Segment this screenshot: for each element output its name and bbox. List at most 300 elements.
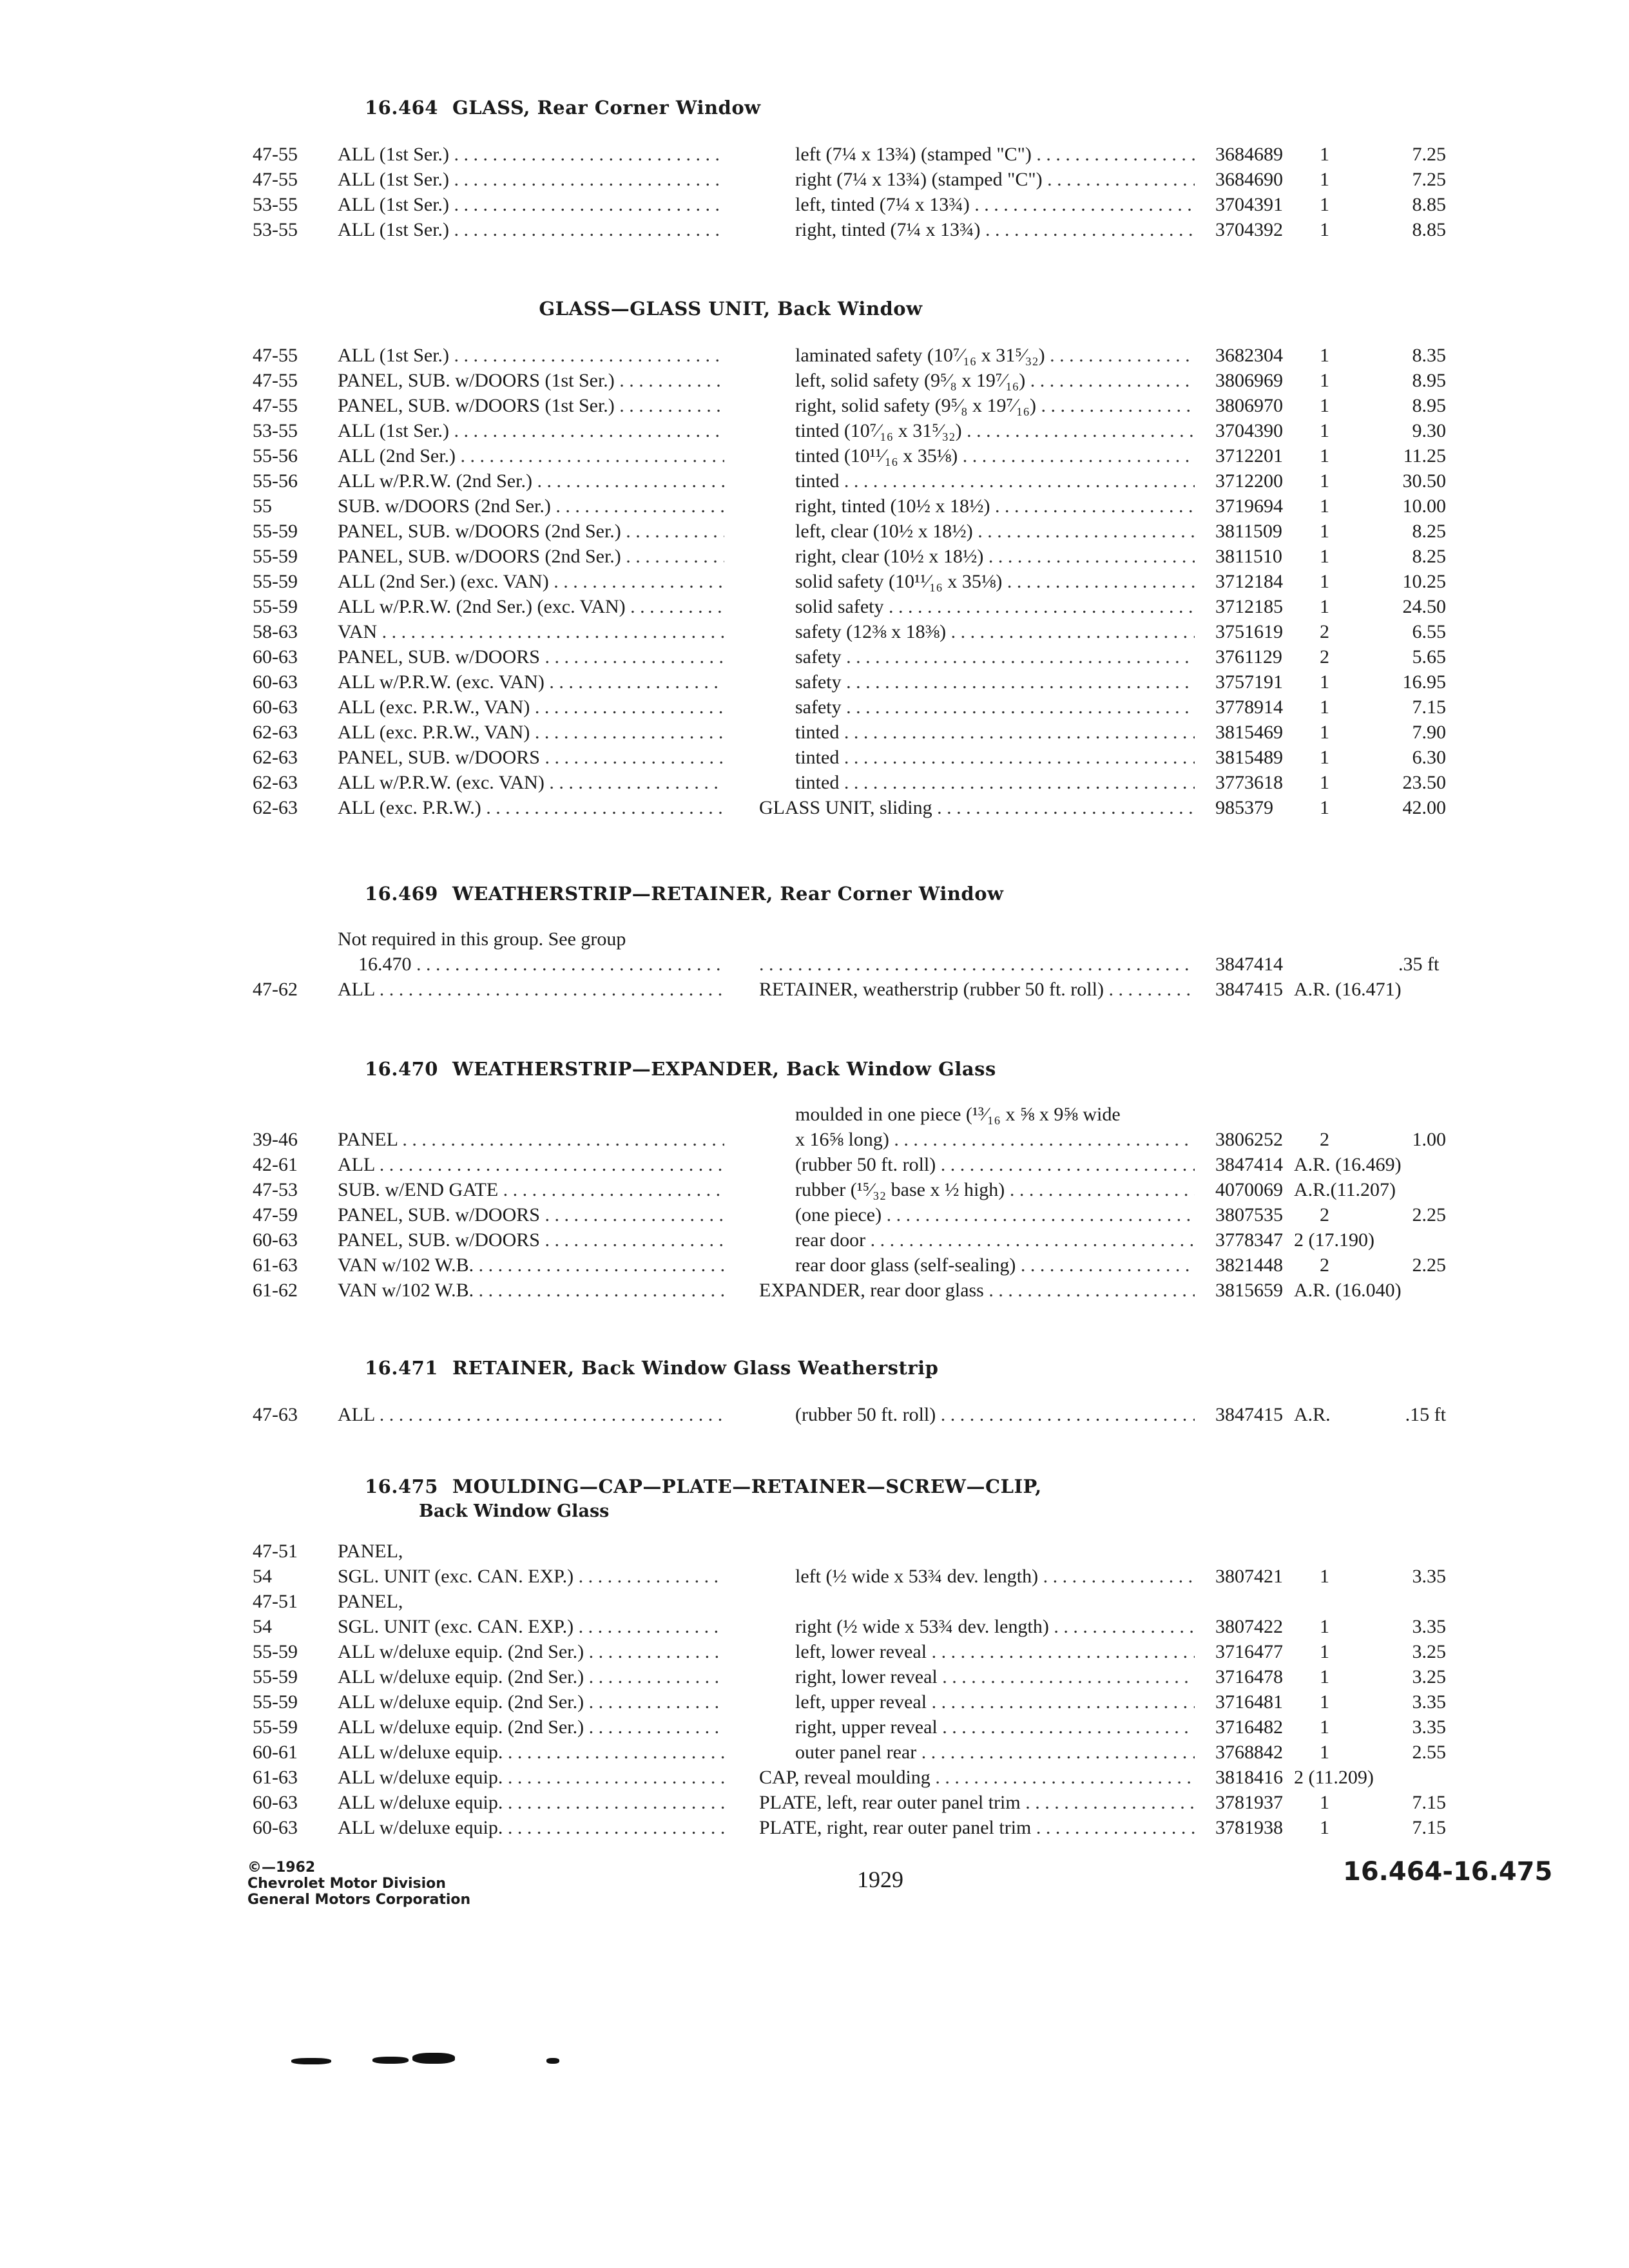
- quantity: 1: [1320, 169, 1329, 190]
- parts-table: [0, 1539, 1629, 1840]
- year-range: 60-63: [253, 671, 298, 693]
- quantity: 1: [1320, 1691, 1329, 1713]
- quantity: 1: [1320, 470, 1329, 492]
- quantity: 1: [1320, 722, 1329, 743]
- model: ALL w/deluxe equip. (2nd Ser.) . . .: [338, 1639, 724, 1664]
- part-number: 3847414: [1215, 1154, 1283, 1175]
- group-range: 16.464-16.475: [1343, 1857, 1553, 1887]
- description: right, tinted (10½ x 18½) . . .: [795, 494, 1195, 519]
- scan-mark: [291, 2058, 331, 2064]
- price: 8.25: [1412, 546, 1446, 567]
- year-range: 60-63: [253, 697, 298, 718]
- quantity: 1: [1320, 1792, 1329, 1813]
- part-number: 3781937: [1215, 1792, 1283, 1813]
- part-number: 985379: [1215, 797, 1273, 818]
- year-range: 47-59: [253, 1204, 298, 1225]
- price: 3.25: [1412, 1666, 1446, 1687]
- part-number: 3778347: [1215, 1229, 1283, 1251]
- year-range: 62-63: [253, 797, 298, 818]
- quantity: 1: [1320, 747, 1329, 768]
- description: left, lower reveal . . .: [795, 1639, 1195, 1664]
- section-number: 16.470: [365, 1058, 438, 1080]
- note-row: [0, 927, 1629, 952]
- part-number: 3847415: [1215, 1404, 1283, 1425]
- year-range: 62-63: [253, 772, 298, 793]
- description: right, upper reveal . . .: [795, 1715, 1195, 1740]
- price: 8.35: [1412, 345, 1446, 366]
- section-heading: GLASS—GLASS UNIT, Back Window: [539, 298, 923, 320]
- table-row: [0, 192, 1629, 217]
- description: PLATE, right, rear outer panel trim . . .: [759, 1815, 1195, 1840]
- year-range: 47-53: [253, 1179, 298, 1200]
- quantity: 2 (17.190): [1294, 1229, 1374, 1251]
- part-number: 3716481: [1215, 1691, 1283, 1713]
- part-number: 3716478: [1215, 1666, 1283, 1687]
- description: left, upper reveal . . .: [795, 1689, 1195, 1715]
- table-row: [0, 745, 1629, 770]
- price: .15 ft: [1405, 1404, 1446, 1425]
- year-range: 62-63: [253, 747, 298, 768]
- description: safety . . .: [795, 669, 1195, 695]
- model: ALL w/deluxe equip. (2nd Ser.) . . .: [338, 1715, 724, 1740]
- year-range: 55-59: [253, 571, 298, 592]
- part-number: 3811509: [1215, 521, 1282, 542]
- section-number: 16.471: [365, 1357, 438, 1379]
- quantity: 1: [1320, 219, 1329, 240]
- table-row: [0, 1765, 1629, 1790]
- part-number: 3773618: [1215, 772, 1283, 793]
- table-row: [0, 217, 1629, 242]
- year-range: 60-63: [253, 1229, 298, 1251]
- model: ALL . . .: [338, 977, 724, 1002]
- price: 3.25: [1412, 1641, 1446, 1662]
- description: RETAINER, weatherstrip (rubber 50 ft. roll) . . .: [759, 977, 1195, 1002]
- table-row: [0, 1402, 1629, 1427]
- model: PANEL, SUB. w/DOORS . . .: [338, 644, 724, 669]
- description: safety . . .: [795, 644, 1195, 669]
- model: ALL (2nd Ser.) (exc. VAN) . . .: [338, 569, 724, 594]
- description: rubber (¹⁵⁄₃₂ base x ½ high) . . .: [795, 1177, 1195, 1202]
- table-row: [0, 619, 1629, 644]
- price: 2.25: [1412, 1254, 1446, 1276]
- parts-table: [0, 343, 1629, 820]
- part-number: 3778914: [1215, 697, 1283, 718]
- model: ALL w/P.R.W. (2nd Ser.) (exc. VAN) . . .: [338, 594, 724, 619]
- year-range: 61-62: [253, 1280, 298, 1301]
- quantity: 1: [1320, 1641, 1329, 1662]
- description: tinted (10¹¹⁄₁₆ x 35⅛) . . .: [795, 443, 1195, 468]
- model: SUB. w/DOORS (2nd Ser.) . . .: [338, 494, 724, 519]
- price: 6.55: [1412, 621, 1446, 642]
- table-row: [0, 1564, 1629, 1589]
- part-number: 3761129: [1215, 646, 1282, 668]
- table-row: [0, 770, 1629, 795]
- table-row: [0, 368, 1629, 393]
- price: 10.25: [1402, 571, 1446, 592]
- table-row: [0, 1152, 1629, 1177]
- table-row: [0, 1278, 1629, 1303]
- part-number: 3847415: [1215, 979, 1283, 1000]
- quantity: 1: [1320, 1742, 1329, 1763]
- model: SGL. UNIT (exc. CAN. EXP.) . . .: [338, 1564, 724, 1589]
- part-number: 3712185: [1215, 596, 1283, 617]
- price: 7.15: [1412, 1792, 1446, 1813]
- description: right (7¼ x 13¾) (stamped "C") . . .: [795, 167, 1195, 192]
- quantity: 1: [1320, 395, 1329, 416]
- table-row: [0, 1589, 1629, 1614]
- description: (one piece) . . .: [795, 1202, 1195, 1227]
- note-group-ref: [358, 952, 724, 977]
- quantity: A.R. (16.469): [1294, 1154, 1402, 1175]
- part-number: 3712200: [1215, 470, 1283, 492]
- table-row: [0, 795, 1629, 820]
- price: 5.65: [1412, 646, 1446, 668]
- description: left (7¼ x 13¾) (stamped "C") . . .: [795, 142, 1195, 167]
- section-title: [365, 97, 761, 119]
- year-range: 54: [253, 1616, 272, 1637]
- part-number: 3781938: [1215, 1817, 1283, 1838]
- description: right, tinted (7¼ x 13¾) . . .: [795, 217, 1195, 242]
- description: laminated safety (10⁷⁄₁₆ x 31⁵⁄₃₂) . . .: [795, 343, 1195, 368]
- price: .35 ft: [1398, 954, 1440, 975]
- price: 7.15: [1412, 697, 1446, 718]
- price: 3.35: [1412, 1691, 1446, 1713]
- year-range: 53-55: [253, 219, 298, 240]
- parts-table: [0, 1102, 1629, 1127]
- year-range: 47-55: [253, 144, 298, 165]
- part-number: 3682304: [1215, 345, 1283, 366]
- price: 1.00: [1412, 1129, 1446, 1150]
- section-heading: WEATHERSTRIP—EXPANDER, Back Window Glass: [452, 1058, 996, 1080]
- part-number: 4070069: [1215, 1179, 1283, 1200]
- description: tinted . . .: [795, 468, 1195, 494]
- quantity: 1: [1320, 1616, 1329, 1637]
- scan-mark: [412, 2053, 455, 2064]
- part-number: 3811510: [1215, 546, 1282, 567]
- parts-table: [0, 142, 1629, 242]
- year-range: 61-63: [253, 1254, 298, 1276]
- model: ALL (1st Ser.) . . .: [338, 142, 724, 167]
- year-range: 54: [253, 1566, 272, 1587]
- model: SGL. UNIT (exc. CAN. EXP.) . . .: [338, 1614, 724, 1639]
- table-row: [0, 644, 1629, 669]
- quantity: 1: [1320, 495, 1329, 517]
- quantity: A.R.: [1294, 1404, 1331, 1425]
- publisher-division: Chevrolet Motor Division: [247, 1876, 446, 1892]
- leader-dots: [759, 952, 1195, 977]
- year-range: 47-55: [253, 169, 298, 190]
- year-range: 47-62: [253, 979, 298, 1000]
- table-row: [0, 1664, 1629, 1689]
- year-range: 60-61: [253, 1742, 298, 1763]
- price: 8.95: [1412, 370, 1446, 391]
- quantity: 1: [1320, 370, 1329, 391]
- description: safety . . .: [795, 695, 1195, 720]
- price: 2.55: [1412, 1742, 1446, 1763]
- model: PANEL, SUB. w/DOORS (2nd Ser.) . . .: [338, 519, 724, 544]
- part-number: 3712184: [1215, 571, 1283, 592]
- year-range: 55-59: [253, 546, 298, 567]
- table-row: [0, 1102, 1629, 1127]
- year-range: 53-55: [253, 420, 298, 441]
- price: 7.15: [1412, 1817, 1446, 1838]
- part-number: 3719694: [1215, 495, 1283, 517]
- table-row: [0, 1253, 1629, 1278]
- price: 8.25: [1412, 521, 1446, 542]
- model: ALL (1st Ser.) . . .: [338, 343, 724, 368]
- part-number: 3815489: [1215, 747, 1283, 768]
- section-number: 16.469: [365, 883, 438, 905]
- quantity: 1: [1320, 521, 1329, 542]
- table-row: [0, 494, 1629, 519]
- model: ALL w/P.R.W. (exc. VAN) . . .: [338, 669, 724, 695]
- year-range: 60-63: [253, 1817, 298, 1838]
- part-number: 3806970: [1215, 395, 1283, 416]
- description: x 16⅝ long) . . .: [795, 1127, 1195, 1152]
- model: PANEL, SUB. w/DOORS (2nd Ser.) . . .: [338, 544, 724, 569]
- description: right, solid safety (9⁵⁄₈ x 19⁷⁄₁₆) . . .: [795, 393, 1195, 418]
- table-row: [0, 142, 1629, 167]
- table-row: [0, 1740, 1629, 1765]
- quantity: 1: [1320, 1716, 1329, 1738]
- model: ALL w/P.R.W. (exc. VAN) . . .: [338, 770, 724, 795]
- quantity: 1: [1320, 772, 1329, 793]
- year-range: 62-63: [253, 722, 298, 743]
- part-number: 3815659: [1215, 1280, 1283, 1301]
- part-number: 3704391: [1215, 194, 1283, 215]
- table-row: [0, 1227, 1629, 1253]
- quantity: 1: [1320, 144, 1329, 165]
- quantity: 2: [1320, 1204, 1329, 1225]
- year-range: 47-51: [253, 1541, 298, 1562]
- year-range: 55-59: [253, 596, 298, 617]
- year-range: 55-59: [253, 521, 298, 542]
- description: right (½ wide x 53¾ dev. length) . . .: [795, 1614, 1195, 1639]
- year-range: 47-55: [253, 395, 298, 416]
- part-number: 3847414: [1215, 954, 1283, 975]
- year-range: 55-59: [253, 1691, 298, 1713]
- model: PANEL, SUB. w/DOORS (1st Ser.) . . .: [338, 393, 724, 418]
- description: left, solid safety (9⁵⁄₈ x 19⁷⁄₁₆) . . .: [795, 368, 1195, 393]
- description: (rubber 50 ft. roll) . . .: [795, 1152, 1195, 1177]
- model: ALL w/deluxe equip. . . .: [338, 1815, 724, 1840]
- section-heading: RETAINER, Back Window Glass Weatherstrip: [452, 1357, 939, 1379]
- table-row: [0, 167, 1629, 192]
- part-number: 3818416: [1215, 1767, 1283, 1788]
- description: moulded in one piece (¹³⁄₁₆ x ⅝ x 9⅝ wide: [795, 1104, 1121, 1125]
- table-row: [0, 343, 1629, 368]
- section-heading: MOULDING—CAP—PLATE—RETAINER—SCREW—CLIP,: [452, 1475, 1042, 1497]
- part-number: 3684689: [1215, 144, 1283, 165]
- table-row: [0, 1127, 1629, 1152]
- year-range: 47-63: [253, 1404, 298, 1425]
- description: outer panel rear . . .: [795, 1740, 1195, 1765]
- price: 7.25: [1412, 144, 1446, 165]
- model: PANEL, SUB. w/DOORS . . .: [338, 745, 724, 770]
- table-row: [0, 1689, 1629, 1715]
- table-row: [0, 669, 1629, 695]
- note-text: Not required in this group. See group: [338, 928, 626, 950]
- description: PLATE, left, rear outer panel trim . . .: [759, 1790, 1195, 1815]
- year-range: 61-63: [253, 1767, 298, 1788]
- model: ALL w/deluxe equip. (2nd Ser.) . . .: [338, 1664, 724, 1689]
- model: ALL (exc. P.R.W., VAN) . . .: [338, 720, 724, 745]
- part-number: 3768842: [1215, 1742, 1283, 1763]
- model: VAN w/102 W.B. . . .: [338, 1278, 724, 1303]
- price: 6.30: [1412, 747, 1446, 768]
- parts-table: [0, 927, 1629, 977]
- year-range: 55-59: [253, 1666, 298, 1687]
- table-row: [0, 720, 1629, 745]
- quantity: 1: [1320, 571, 1329, 592]
- section-title: [0, 298, 1545, 320]
- publisher-block: [247, 1860, 470, 1908]
- description: left, tinted (7¼ x 13¾) . . .: [795, 192, 1195, 217]
- description: right, clear (10½ x 18½) . . .: [795, 544, 1195, 569]
- description: left (½ wide x 53¾ dev. length) . . .: [795, 1564, 1195, 1589]
- description: GLASS UNIT, sliding . . .: [759, 795, 1195, 820]
- model: PANEL,: [338, 1541, 403, 1562]
- section-heading: GLASS, Rear Corner Window: [452, 97, 761, 119]
- year-range: 53-55: [253, 194, 298, 215]
- part-number: 3684690: [1215, 169, 1283, 190]
- quantity: 1: [1320, 671, 1329, 693]
- quantity: A.R. (16.471): [1294, 979, 1402, 1000]
- year-range: 47-55: [253, 370, 298, 391]
- model: ALL w/deluxe equip. . . .: [338, 1740, 724, 1765]
- table-row: [0, 418, 1629, 443]
- quantity: 1: [1320, 345, 1329, 366]
- quantity: 1: [1320, 420, 1329, 441]
- description: solid safety (10¹¹⁄₁₆ x 35⅛) . . .: [795, 569, 1195, 594]
- description: tinted . . .: [795, 720, 1195, 745]
- year-range: 58-63: [253, 621, 298, 642]
- quantity: 1: [1320, 797, 1329, 818]
- price: 8.85: [1412, 194, 1446, 215]
- description: CAP, reveal moulding . . .: [759, 1765, 1195, 1790]
- part-number: 3806969: [1215, 370, 1283, 391]
- parts-table: [0, 1402, 1629, 1427]
- quantity: 2: [1320, 1254, 1329, 1276]
- table-row: [0, 443, 1629, 468]
- page-number: 1929: [857, 1867, 903, 1892]
- table-row: [0, 468, 1629, 494]
- table-row: [0, 1202, 1629, 1227]
- description: safety (12⅜ x 18⅜) . . .: [795, 619, 1195, 644]
- part-number: 3807422: [1215, 1616, 1283, 1637]
- quantity: A.R.(11.207): [1294, 1179, 1396, 1200]
- quantity: 2: [1320, 1129, 1329, 1150]
- part-number: 3712201: [1215, 445, 1283, 466]
- note-row: [0, 952, 1629, 977]
- quantity: 1: [1320, 697, 1329, 718]
- model: VAN w/102 W.B. . . .: [338, 1253, 724, 1278]
- price: 11.25: [1403, 445, 1446, 466]
- year-range: 55-59: [253, 1641, 298, 1662]
- quantity: 1: [1320, 1817, 1329, 1838]
- model: ALL (1st Ser.) . . .: [338, 217, 724, 242]
- quantity: 2 (11.209): [1294, 1767, 1374, 1788]
- model: PANEL . . .: [338, 1127, 724, 1152]
- table-row: [0, 1790, 1629, 1815]
- table-row: [0, 1639, 1629, 1664]
- year-range: 60-63: [253, 646, 298, 668]
- model: PANEL,: [338, 1591, 403, 1612]
- part-number: 3716482: [1215, 1716, 1283, 1738]
- model: ALL w/deluxe equip. . . .: [338, 1790, 724, 1815]
- section-title: [365, 1475, 1042, 1497]
- model: ALL (exc. P.R.W.) . . .: [338, 795, 724, 820]
- quantity: 1: [1320, 445, 1329, 466]
- year-range: 42-61: [253, 1154, 298, 1175]
- year-range: 60-63: [253, 1792, 298, 1813]
- description: tinted . . .: [795, 745, 1195, 770]
- price: 42.00: [1402, 797, 1446, 818]
- section-title: [365, 1058, 996, 1080]
- quantity: 1: [1320, 194, 1329, 215]
- model: PANEL, SUB. w/DOORS (1st Ser.) . . .: [338, 368, 724, 393]
- price: 7.90: [1412, 722, 1446, 743]
- description: EXPANDER, rear door glass . . .: [759, 1278, 1195, 1303]
- model: ALL (1st Ser.) . . .: [338, 192, 724, 217]
- part-number: 3807535: [1215, 1204, 1283, 1225]
- part-number: 3757191: [1215, 671, 1283, 693]
- section-subheading: Back Window Glass: [419, 1501, 610, 1521]
- table-row: [0, 1539, 1629, 1564]
- model: ALL w/P.R.W. (2nd Ser.) . . .: [338, 468, 724, 494]
- quantity: 2: [1320, 621, 1329, 642]
- table-row: [0, 1815, 1629, 1840]
- model: SUB. w/END GATE . . .: [338, 1177, 724, 1202]
- quantity: 2: [1320, 646, 1329, 668]
- quantity: A.R. (16.040): [1294, 1280, 1402, 1301]
- year-range: 55-59: [253, 1716, 298, 1738]
- year-range: 55-56: [253, 470, 298, 492]
- price: 10.00: [1402, 495, 1446, 517]
- quantity: 1: [1320, 546, 1329, 567]
- description: rear door glass (self-sealing) . . .: [795, 1253, 1195, 1278]
- price: 23.50: [1402, 772, 1446, 793]
- model: ALL (2nd Ser.) . . .: [338, 443, 724, 468]
- section-number: 16.475: [365, 1475, 438, 1497]
- description: left, clear (10½ x 18½) . . .: [795, 519, 1195, 544]
- table-row: [0, 569, 1629, 594]
- copyright: ©—1962: [247, 1860, 316, 1876]
- price: 3.35: [1412, 1716, 1446, 1738]
- table-row: [0, 393, 1629, 418]
- part-number: 3815469: [1215, 722, 1283, 743]
- price: 8.95: [1412, 395, 1446, 416]
- model: ALL . . .: [338, 1152, 724, 1177]
- description: right, lower reveal . . .: [795, 1664, 1195, 1689]
- description: solid safety . . .: [795, 594, 1195, 619]
- part-number: 3704392: [1215, 219, 1283, 240]
- note-group-number: 16.470: [358, 954, 412, 975]
- model: ALL w/deluxe equip. . . .: [338, 1765, 724, 1790]
- scan-mark: [372, 2057, 409, 2064]
- model: ALL (1st Ser.) . . .: [338, 418, 724, 443]
- table-row: [0, 1715, 1629, 1740]
- section-heading: WEATHERSTRIP—RETAINER, Rear Corner Window: [452, 883, 1004, 905]
- model: ALL (1st Ser.) . . .: [338, 167, 724, 192]
- section-title: [365, 1357, 938, 1379]
- part-number: 3807421: [1215, 1566, 1283, 1587]
- model: PANEL, SUB. w/DOORS . . .: [338, 1227, 724, 1253]
- price: 24.50: [1402, 596, 1446, 617]
- price: 8.85: [1412, 219, 1446, 240]
- model: VAN . . .: [338, 619, 724, 644]
- price: 16.95: [1402, 671, 1446, 693]
